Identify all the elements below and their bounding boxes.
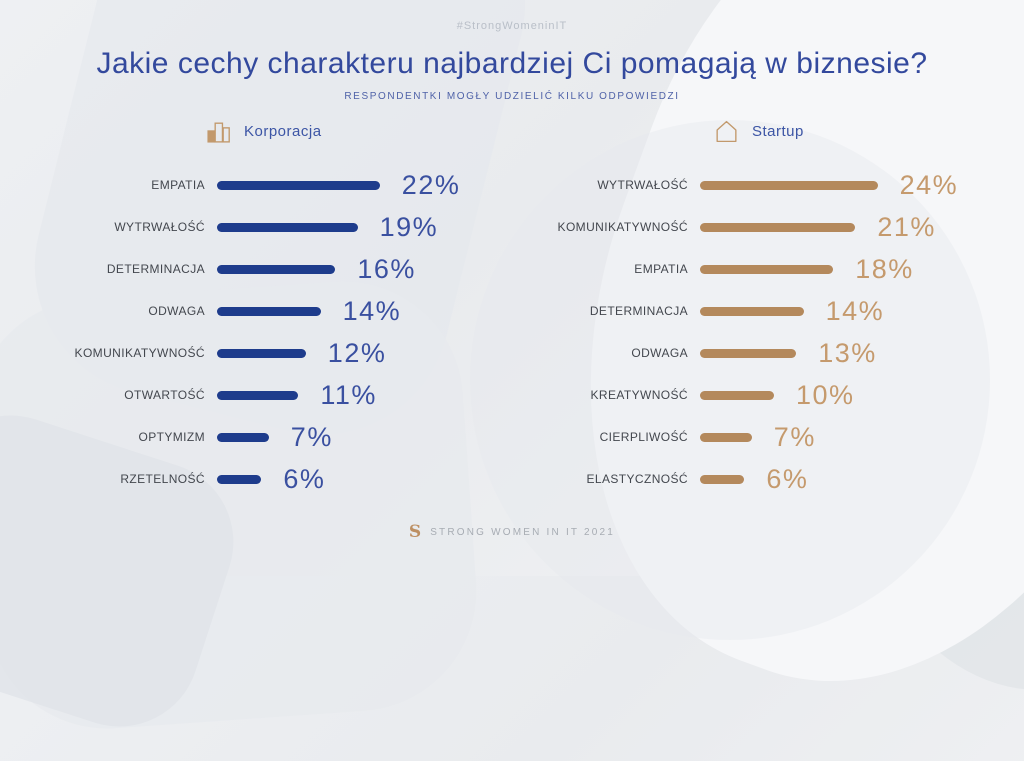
corporation-buildings-icon <box>205 118 232 145</box>
legend-korporacja <box>0 116 512 146</box>
category-label: EMPATIA <box>151 178 205 192</box>
subtitle: RESPONDENTKI MOGŁY UDZIELIĆ KILKU ODPOWIEDZI <box>344 91 680 102</box>
chart-row <box>0 332 512 374</box>
value-bar <box>217 181 380 190</box>
value-bar <box>217 223 358 232</box>
value-bar <box>700 181 878 190</box>
value-label: 12% <box>327 337 387 368</box>
value-bar <box>700 223 855 232</box>
value-bar <box>700 349 796 358</box>
value-bar <box>217 475 261 484</box>
strong-women-logo-icon: S <box>408 522 422 542</box>
value-label: 18% <box>855 253 914 284</box>
chart-row <box>512 206 1024 248</box>
value-bar <box>217 433 269 442</box>
category-label: DETERMINACJA <box>106 262 205 276</box>
chart-startup <box>512 164 1024 500</box>
value-bar <box>217 307 321 316</box>
category-label: RZETELNOŚĆ <box>120 472 205 486</box>
legend-startup <box>512 116 1024 146</box>
category-label: ODWAGA <box>631 346 688 360</box>
chart-row <box>0 374 512 416</box>
chart-row <box>512 458 1024 500</box>
chart-row <box>0 416 512 458</box>
value-label: 16% <box>357 253 416 284</box>
chart-row <box>0 206 512 248</box>
value-bar <box>700 475 744 484</box>
value-bar <box>217 349 306 358</box>
chart-korporacja <box>0 164 512 500</box>
chart-row <box>512 248 1024 290</box>
house-icon <box>713 118 740 145</box>
category-label: KOMUNIKATYWNOŚĆ <box>557 220 688 234</box>
value-label: 22% <box>401 169 461 200</box>
chart-row <box>0 248 512 290</box>
chart-row <box>0 290 512 332</box>
chart-row <box>0 458 512 500</box>
value-label: 14% <box>825 295 885 326</box>
category-label: DETERMINACJA <box>589 304 688 318</box>
value-label: 6% <box>766 463 809 494</box>
category-label: EMPATIA <box>634 262 688 276</box>
category-label: WYTRWAŁOŚĆ <box>597 178 688 192</box>
chart-row <box>0 164 512 206</box>
value-label: 21% <box>877 211 936 242</box>
hashtag-text: #StrongWomeninIT <box>456 20 568 32</box>
value-label: 14% <box>342 295 402 326</box>
value-label: 24% <box>899 169 959 200</box>
chart-row <box>512 374 1024 416</box>
category-label: ODWAGA <box>148 304 205 318</box>
category-label: WYTRWAŁOŚĆ <box>114 220 205 234</box>
category-label: OTWARTOŚĆ <box>124 388 205 402</box>
value-label: 7% <box>773 421 816 452</box>
value-bar <box>700 307 804 316</box>
chart-row <box>512 332 1024 374</box>
legend-row <box>0 116 1024 146</box>
value-label: 19% <box>379 211 439 242</box>
value-bar <box>700 391 774 400</box>
value-label: 10% <box>796 379 855 410</box>
footer <box>0 524 1024 541</box>
value-label: 6% <box>283 463 326 494</box>
value-bar <box>700 265 833 274</box>
category-label: OPTYMIZM <box>138 430 205 444</box>
legend-label: Startup <box>752 122 804 140</box>
category-label: ELASTYCZNOŚĆ <box>586 472 688 486</box>
value-bar <box>217 391 298 400</box>
value-bar <box>700 433 752 442</box>
chart-row <box>512 416 1024 458</box>
category-label: KOMUNIKATYWNOŚĆ <box>74 346 205 360</box>
charts-area <box>0 164 1024 500</box>
chart-row <box>512 290 1024 332</box>
value-bar <box>217 265 335 274</box>
chart-row <box>512 164 1024 206</box>
value-label: 11% <box>320 379 377 410</box>
footer-text: STRONG WOMEN IN IT 2021 <box>430 527 616 538</box>
category-label: KREATYWNOŚĆ <box>590 388 688 402</box>
legend-label: Korporacja <box>244 122 322 140</box>
value-label: 7% <box>290 421 333 452</box>
page-title: Jakie cechy charakteru najbardziej Ci pomagają w biznesie? <box>96 47 928 80</box>
category-label: CIERPLIWOŚĆ <box>599 430 688 444</box>
value-label: 13% <box>818 337 877 368</box>
